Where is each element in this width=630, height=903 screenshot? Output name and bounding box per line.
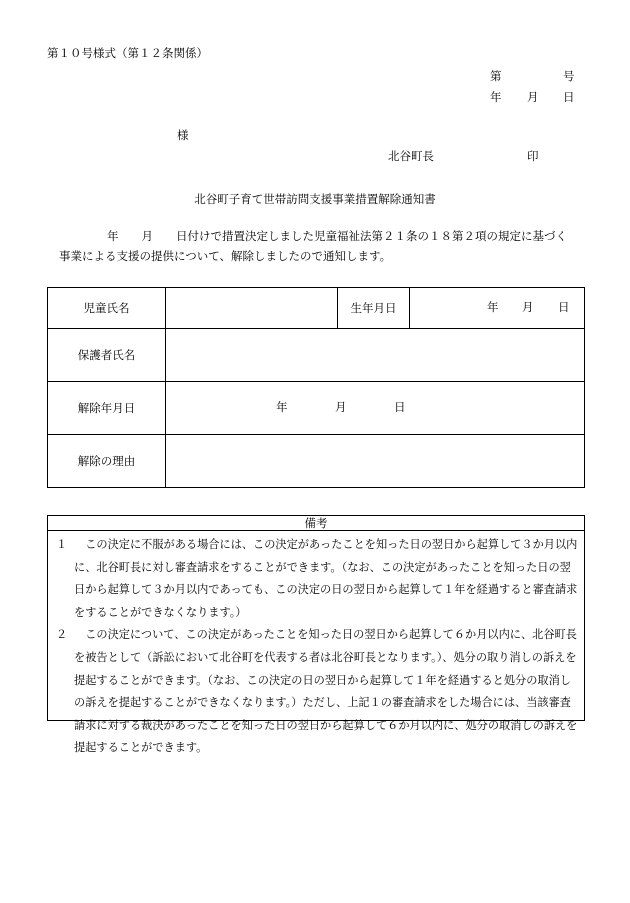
table-row (48, 382, 585, 435)
note-number: ２ (56, 628, 68, 642)
birth-date-year: 年 (487, 300, 499, 314)
release-reason-label: 解除の理由 (48, 435, 166, 488)
note-item (56, 534, 578, 624)
body-text-line-2: 事業による支援の提供について、解除しましたので通知します。 (59, 249, 392, 263)
release-date-label: 解除年月日 (48, 382, 166, 435)
document-number-suffix: 号 (563, 69, 575, 83)
release-date-field[interactable] (166, 382, 585, 435)
details-table (47, 287, 585, 488)
release-reason-field[interactable] (166, 435, 585, 488)
table-row (48, 435, 585, 488)
note-item (56, 624, 578, 760)
note-text: この決定について、この決定があったことを知った日の翌日から起算して６か月以内に、北谷町長を被告として（訴訟において北谷町を代表する者は北谷町長となります。）、処分の取り消しの訴えを提起することができます。（なお、この決定の日の翌日から起算して１年を経過すると処分の取消しの訴えを提起することができなくなります。）ただし、上記１の審査請求をした場合には、当該審査請求に対する裁決があったことを知った日の翌日から起算して６か月以内に、処分の取消しの訴えを提起することができます。 (74, 628, 578, 755)
birth-date-field[interactable] (410, 288, 585, 329)
body-text-line-1: 年 月 日付けで措置決定しました児童福祉法第２１条の１８第２項の規定に基づく (107, 229, 567, 243)
table-row (48, 329, 585, 382)
document-title: 北谷町子育て世帯訪問支援事業措置解除通知書 (194, 192, 436, 206)
issue-date-year: 年 (490, 90, 502, 104)
issue-date-day: 日 (563, 90, 575, 104)
seal-mark: 印 (527, 149, 539, 163)
child-name-label: 児童氏名 (48, 288, 166, 329)
notes-heading: 備考 (48, 516, 584, 531)
child-name-field[interactable] (166, 288, 338, 329)
notes-box (47, 515, 585, 755)
guardian-name-label: 保護者氏名 (48, 329, 166, 382)
birth-date-label: 生年月日 (338, 288, 410, 329)
addressee-suffix: 様 (177, 128, 189, 142)
note-text: この決定に不服がある場合には、この決定があったことを知った日の翌日から起算して３か月以内に、北谷町長に対し審査請求をすることができます。（なお、この決定があったことを知った日の翌日から起算して３か月以内であっても、この決定の日の翌日から起算して１年を経過すると審査請求をすることができなくなります。） (74, 538, 578, 619)
form-number: 第１０号様式（第１２条関係） (47, 46, 208, 60)
birth-date-month: 月 (522, 300, 534, 314)
release-date-day: 日 (394, 400, 406, 414)
document-number-prefix: 第 (490, 69, 502, 83)
table-row (48, 288, 585, 329)
notes-body (48, 531, 584, 760)
release-date-month: 月 (335, 400, 347, 414)
release-date-year: 年 (276, 400, 288, 414)
issuer-name: 北谷町長 (388, 149, 434, 163)
birth-date-day: 日 (558, 300, 570, 314)
guardian-name-field[interactable] (166, 329, 585, 382)
note-number: １ (56, 538, 68, 551)
issue-date-month: 月 (527, 90, 539, 104)
